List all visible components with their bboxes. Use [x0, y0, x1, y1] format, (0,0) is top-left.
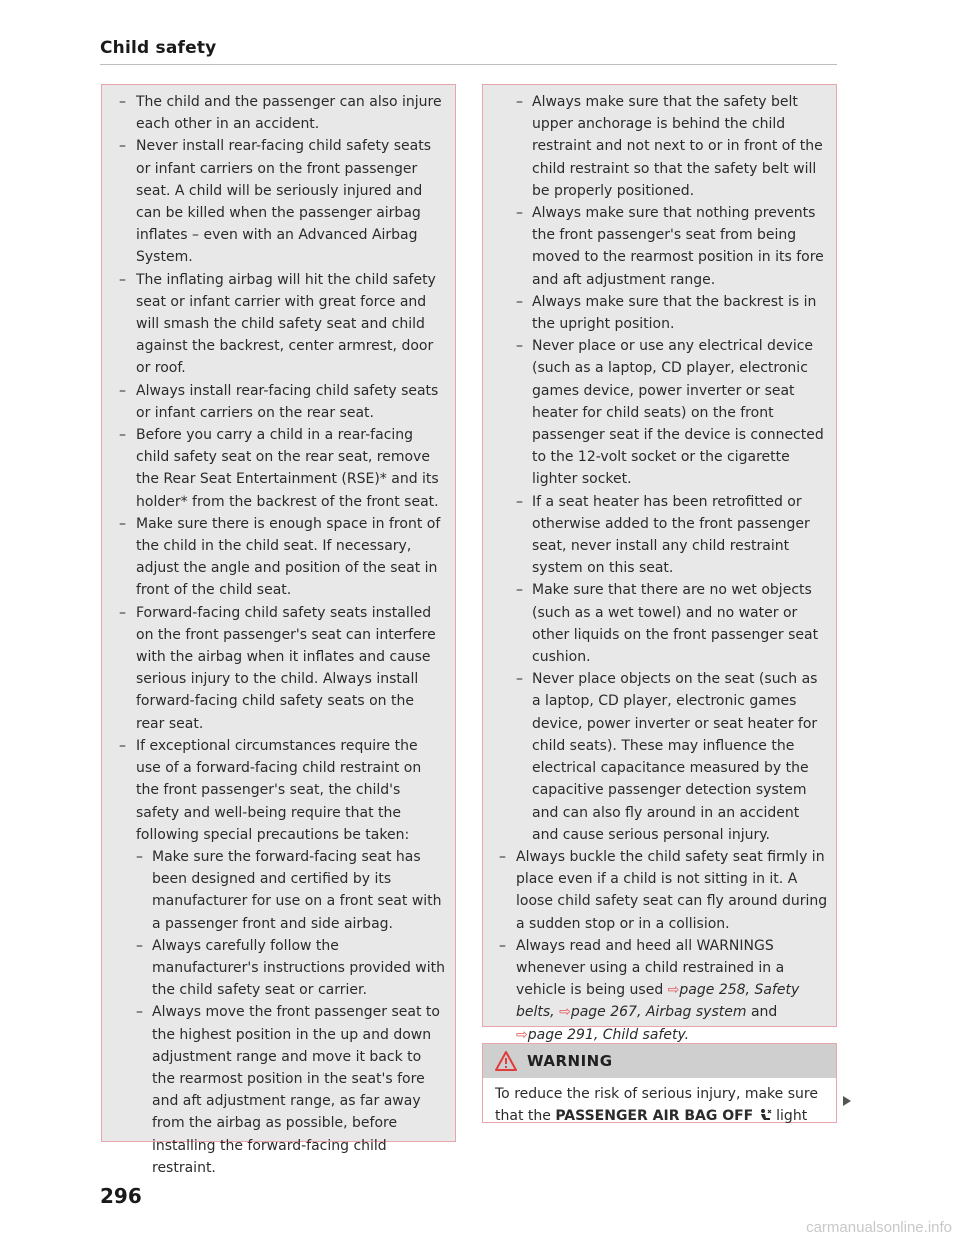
continue-arrow-icon — [843, 1096, 851, 1106]
sub-list-item: – Always move the front passenger seat to the highest position in the up and down adjustment range and move it back to the rearmost position in the seat's fore and aft adjustment range, as far away from the airbag as possible, before installing the forward-facing child restraint. — [119, 1001, 445, 1179]
sub-list-item: – Always make sure that the safety belt upper anchorage is behind the child restraint and not next to or in front of the child restraint so that the safety belt will be properly positioned. — [499, 91, 828, 202]
warning-label: WARNING — [527, 1052, 613, 1070]
passenger-airbag-off-icon — [758, 1108, 772, 1122]
sub-list-item: – If a seat heater has been retrofitted or otherwise added to the front passenger seat, never install any child restraint system on this seat. — [499, 491, 828, 580]
page-reference-link[interactable]: page 258, Safety belts, — [516, 982, 800, 1021]
arrow-right-icon: ⇨ — [667, 982, 680, 999]
warning-box — [482, 1043, 837, 1123]
sub-list-item: – Always make sure that nothing prevents the front passenger's seat from being moved to the rearmost position in its fore and aft adjustment range. — [499, 202, 828, 291]
list-item: – Before you carry a child in a rear-facing child safety seat on the rear seat, remove the Rear Seat Entertainment (RSE)* and its holder* from the backrest of the front seat. — [119, 424, 445, 513]
sub-list-item: – Never place objects on the seat (such as a laptop, CD player, electronic games device, power inverter or seat heater for child seats). These may influence the electrical capacitance measured by the capacitive passenger detection system and can also fly around in an accident and cause serious personal injury. — [499, 668, 828, 846]
conjunction-text: and — [750, 1004, 778, 1021]
sub-list-item: – Always carefully follow the manufacturer's instructions provided with the child safety seat or carrier. — [119, 935, 445, 1002]
right-warning-box — [482, 84, 837, 1043]
arrow-right-icon: ⇨ — [559, 1004, 571, 1021]
list-item: – The inflating airbag will hit the child safety seat or infant carrier with great force and will smash the child safety seat and child against the backrest, center armrest, door or roof. — [119, 269, 445, 380]
reference-intro: Always read and heed all WARNINGS whenever using a child restrained in a vehicle is being used — [516, 937, 785, 999]
warning-bold-text: PASSENGER AIR BAG OFF — [555, 1108, 754, 1124]
watermark: carmanualsonline.info — [806, 1219, 952, 1236]
list-item: – Always install rear-facing child safety seats or infant carriers on the rear seat. — [119, 380, 445, 424]
page-number: 296 — [100, 1184, 142, 1208]
page-reference-link[interactable]: page 267, Airbag system — [570, 1004, 747, 1021]
sub-list-item: – Never place or use any electrical device (such as a laptop, CD player, electronic games device, power inverter or seat heater for child seats) on the front passenger seat if the device is connected to the 12-volt socket or the cigarette lighter socket. — [499, 335, 828, 490]
list-item: – Make sure there is enough space in front of the child in the child seat. If necessary, adjust the angle and position of the seat in front of the child seat. — [119, 513, 445, 602]
warning-text: To reduce the risk of serious injury, make sure that the — [495, 1086, 818, 1124]
warning-body — [483, 1078, 836, 1127]
sub-list-item: – Make sure the forward-facing seat has been designed and certified by its manufacturer for use on a front seat with a passenger front and side airbag. — [119, 846, 445, 935]
list-item: – Forward-facing child safety seats installed on the front passenger's seat can interfere with the airbag when it inflates and cause serious injury to the child. Always install forward-facing child safety seats on the rear seat. — [119, 602, 445, 735]
sub-list-item: – Always make sure that the backrest is in the upright position. — [499, 291, 828, 335]
list-item: – Never install rear-facing child safety seats or infant carriers on the front passenger seat. A child will be seriously injured and can be killed when the passenger airbag inflates – even with an Advanced Airbag System. — [119, 135, 445, 268]
list-item: – If exceptional circumstances require the use of a forward-facing child restraint on the front passenger's seat, the child's safety and well-being require that the following special precautions be taken: — [119, 735, 445, 846]
list-item-with-references — [499, 935, 828, 1046]
sentence-end: . — [684, 1026, 690, 1043]
list-item: – Always buckle the child safety seat firmly in place even if a child is not sitting in it. A loose child safety seat can fly around during a sudden stop or in a collision. — [499, 846, 828, 935]
left-bullet-list — [119, 91, 445, 1179]
warning-triangle-icon — [495, 1051, 517, 1071]
sub-list-item: – Make sure that there are no wet objects (such as a wet towel) and no water or other liquids on the front passenger seat cushion. — [499, 579, 828, 668]
arrow-right-icon: ⇨ — [516, 1026, 528, 1043]
page-reference-link[interactable]: page 291, Child safety — [527, 1026, 685, 1043]
warning-header — [483, 1044, 836, 1078]
section-title: Child safety — [100, 38, 217, 58]
warning-text-end: light — [776, 1108, 808, 1124]
header-divider — [100, 64, 837, 65]
right-bullet-list — [499, 91, 828, 1046]
left-warning-box — [101, 84, 456, 1176]
list-item: – The child and the passenger can also injure each other in an accident. — [119, 91, 445, 135]
